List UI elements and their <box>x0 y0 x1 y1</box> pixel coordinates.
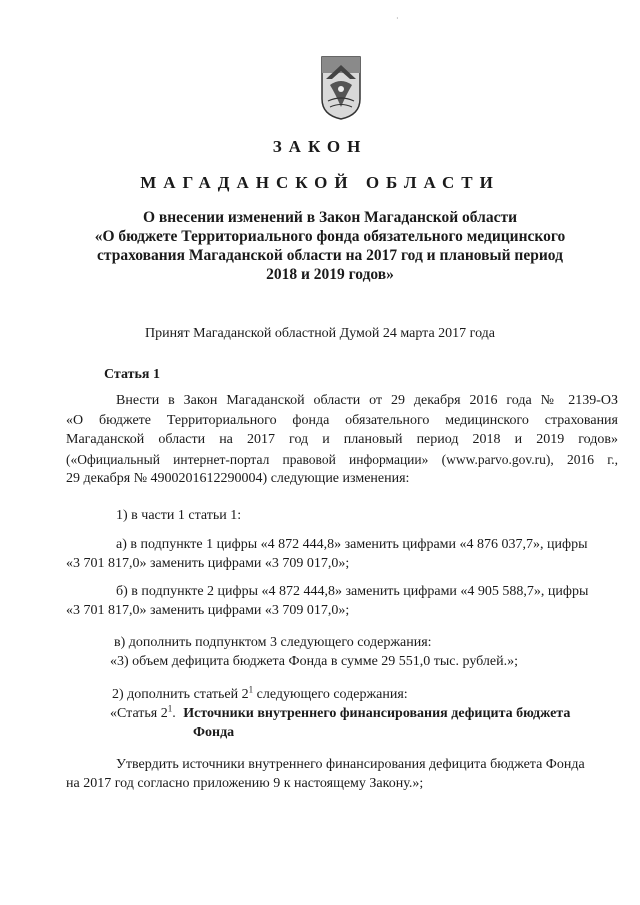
item-1b-line: б) в подпункте 2 цифры «4 872 444,8» заменить цифрами «4 905 588,7», цифры <box>116 584 589 599</box>
intro-line: Внести в Закон Магаданской области от 29 декабря 2016 года № 2139-ОЗ <box>116 393 618 408</box>
article-intro <box>66 391 618 489</box>
coat-of-arms-icon <box>320 55 362 121</box>
item-1b <box>66 582 618 620</box>
item-2-suffix: следующего содержания: <box>253 687 408 702</box>
item-1c <box>110 633 620 671</box>
law-title: ЗАКОН <box>272 137 368 156</box>
closing-line: Утвердить источники внутреннего финансирования дефицита бюджета Фонда <box>116 757 585 772</box>
scan-mark: · <box>396 14 399 23</box>
closing-line: на 2017 год согласно приложению 9 к настоящему Закону.»; <box>66 776 424 791</box>
heading-line: 2018 и 2019 годов» <box>266 266 394 283</box>
article-label: Статья 1 <box>104 367 160 382</box>
new-article-title-cont: Фонда <box>193 725 235 740</box>
item-1a <box>66 535 618 573</box>
intro-line: 29 декабря № 4900201612290004) следующие изменения: <box>66 471 410 486</box>
law-heading <box>60 208 600 284</box>
new-article-heading <box>110 704 622 723</box>
intro-line: («Официальный интернет-портал правовой информации» (www.parvo.gov.ru), 2016 г., <box>66 451 618 467</box>
item-2-title <box>112 685 408 704</box>
new-article-open: «Статья 2 <box>110 706 168 721</box>
intro-line: «О бюджете Территориального фонда обязательного медицинского страхования <box>66 412 618 428</box>
item-2-prefix: 2) дополнить статьей 2 <box>112 687 249 702</box>
item-1-title: 1) в части 1 статьи 1: <box>116 508 242 523</box>
item-1a-line: а) в подпункте 1 цифры «4 872 444,8» заменить цифрами «4 876 037,7», цифры <box>116 537 588 552</box>
item-1b-line: «3 701 817,0» заменить цифрами «3 709 017,0»; <box>66 603 350 618</box>
closing-paragraph <box>66 755 620 793</box>
heading-line: «О бюджете Территориального фонда обязательного медицинского <box>94 228 566 245</box>
region-title: МАГАДАНСКОЙ ОБЛАСТИ <box>140 173 500 192</box>
heading-line: страхования Магаданской области на 2017 год и плановый период <box>97 247 563 264</box>
item-1c-line: «3) объем дефицита бюджета Фонда в сумме 29 551,0 тыс. рублей.»; <box>110 654 519 669</box>
new-article-sup: 1 <box>167 703 173 714</box>
new-article-dot: . <box>172 706 176 721</box>
new-article-title: Источники внутреннего финансирования дефицита бюджета <box>183 706 571 721</box>
adoption-note: Принят Магаданской областной Думой 24 марта 2017 года <box>144 326 496 341</box>
intro-line: Магаданской области на 2017 год и плановый период 2018 и 2019 годов» <box>66 432 618 447</box>
heading-line: О внесении изменений в Закон Магаданской области <box>142 209 518 226</box>
coat-of-arms-emblem <box>320 55 362 121</box>
item-2-sup: 1 <box>248 684 254 695</box>
item-1c-line: в) дополнить подпунктом 3 следующего содержания: <box>114 635 432 650</box>
item-1a-line: «3 701 817,0» заменить цифрами «3 709 017,0»; <box>66 556 350 571</box>
